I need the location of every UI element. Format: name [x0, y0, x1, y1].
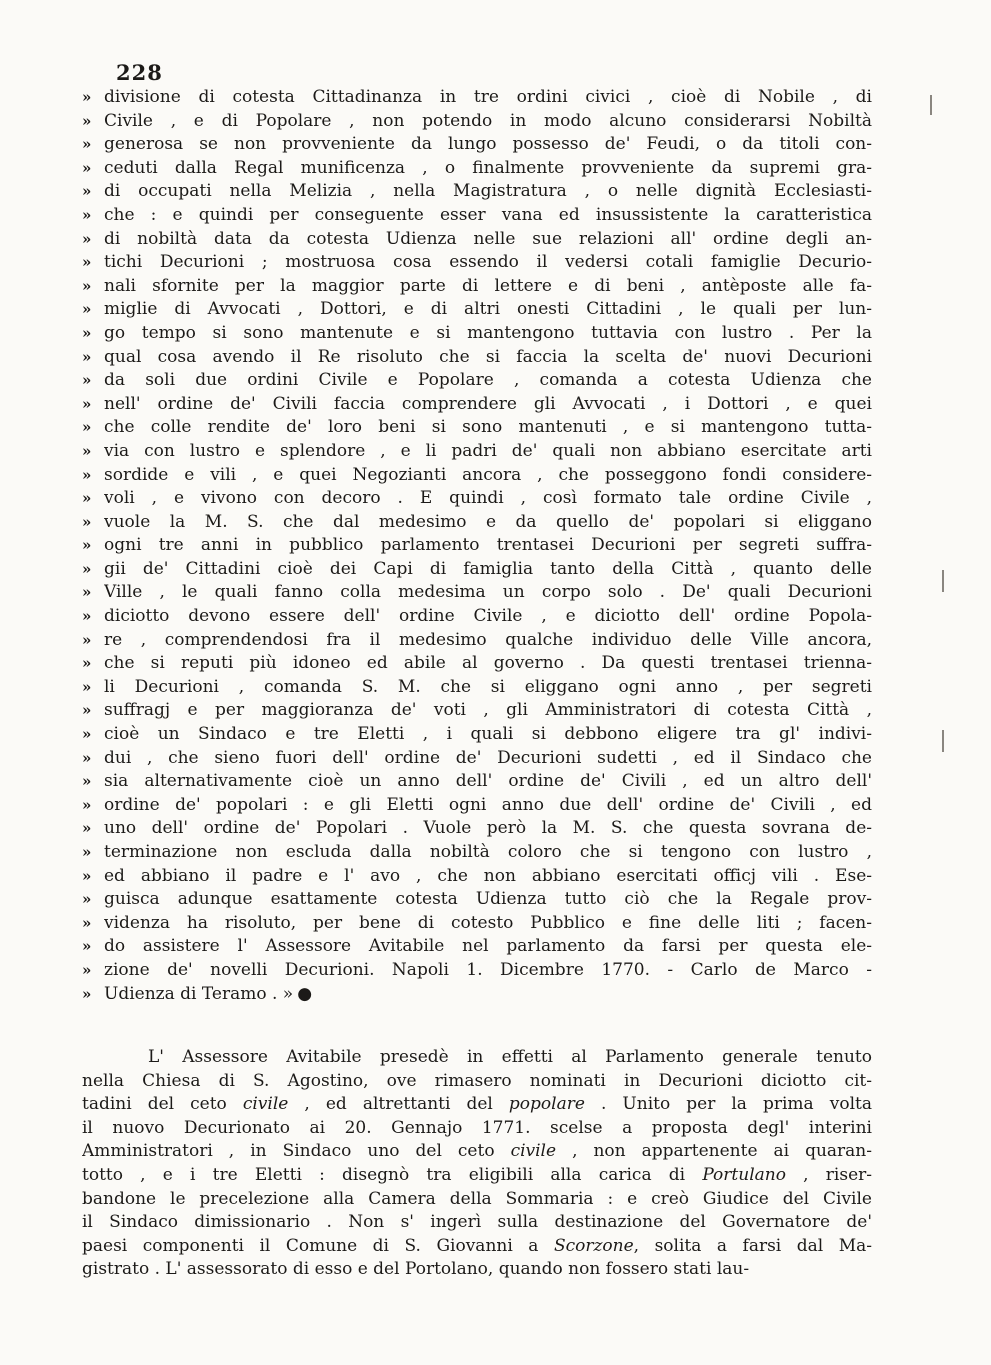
quoted-line-text: tichi Decurioni ; mostruosa cosa essendo il vedersi cotali famiglie Decurio- — [104, 252, 872, 273]
quoted-line — [82, 110, 872, 134]
quoted-line — [82, 841, 872, 865]
guillemet-mark: » — [82, 300, 92, 319]
guillemet-mark: » — [82, 772, 92, 791]
quoted-line-text: generosa se non provveniente da lungo possesso de' Feudi, o da titoli con- — [104, 134, 872, 155]
quoted-line — [82, 770, 872, 794]
quoted-line-text: guisca adunque esattamente cotesta Udienza tutto ciò che la Regale prov- — [104, 889, 872, 910]
quoted-line — [82, 959, 872, 983]
quoted-line-text: Civile , e di Popolare , non potendo in modo alcuno considerarsi Nobiltà — [104, 110, 872, 131]
guillemet-mark: » — [82, 489, 92, 508]
narrative-text: bandone le precelezione alla Camera della Sommaria : e creò Giudice del Civile — [82, 1188, 872, 1209]
italic-term: civile — [242, 1094, 289, 1115]
quoted-line — [82, 133, 872, 157]
narrative-text: totto , e i tre Eletti : disegnò tra eligibili alla carica di — [82, 1164, 703, 1185]
guillemet-mark: » — [82, 677, 92, 696]
quoted-line — [82, 86, 872, 110]
quoted-line — [82, 393, 872, 417]
quoted-line — [82, 298, 872, 322]
page-edge-mark — [942, 730, 944, 752]
quoted-line-text: cioè un Sindaco e tre Eletti , i quali si debbono eligere tra gl' indivi- — [104, 724, 872, 745]
quoted-line — [82, 935, 872, 959]
quoted-line — [82, 983, 872, 1007]
quoted-line-text: via con lustro e splendore , e li padri de' quali non abbiano esercitate arti — [104, 440, 872, 461]
quoted-line — [82, 723, 872, 747]
quoted-line-text: do assistere l' Assessore Avitabile nel parlamento da farsi per questa ele- — [104, 936, 872, 957]
quoted-line-text: zione de' novelli Decurioni. Napoli 1. Dicembre 1770. - Carlo de Marco - — [104, 959, 872, 980]
guillemet-mark: » — [82, 536, 92, 555]
quoted-line — [82, 511, 872, 535]
quoted-line — [82, 558, 872, 582]
quoted-line — [82, 369, 872, 393]
quoted-line-text: che colle rendite de' loro beni si sono mantenuti , e si mantengono tutta- — [104, 417, 872, 438]
narrative-line — [82, 1235, 872, 1259]
italic-term: Portulano — [702, 1164, 786, 1185]
quoted-line-text: uno dell' ordine de' Popolari . Vuole però la M. S. che questa sovrana de- — [104, 818, 872, 839]
quoted-line — [82, 157, 872, 181]
narrative-paragraph — [82, 1046, 872, 1282]
quoted-line-text: da soli due ordini Civile e Popolare , comanda a cotesta Udienza che — [104, 370, 872, 391]
narrative-line — [82, 1164, 872, 1188]
quoted-line-text: suffragj e per maggioranza de' voti , gli Amministratori di cotesta Città , — [104, 700, 872, 721]
quoted-line-text: re , comprendendosi fra il medesimo qualche individuo delle Ville ancora, — [104, 629, 872, 650]
quoted-line-text: nell' ordine de' Civili faccia comprendere gli Avvocati , i Dottori , e quei — [104, 393, 872, 414]
quoted-line-text: ogni tre anni in pubblico parlamento trentasei Decurioni per segreti suffra- — [104, 535, 872, 556]
quoted-line — [82, 794, 872, 818]
quoted-line — [82, 251, 872, 275]
narrative-line — [82, 1070, 872, 1094]
quoted-line-text: terminazione non escluda dalla nobiltà coloro che si tengono con lustro , — [104, 842, 872, 862]
quoted-line-text: qual cosa avendo il Re risoluto che si faccia la scelta de' nuovi Decurioni — [104, 346, 872, 367]
guillemet-mark: » — [82, 276, 92, 295]
narrative-line — [82, 1140, 872, 1164]
quoted-line-text: sia alternativamente cioè un anno dell' ordine de' Civili , ed un altro dell' — [104, 771, 872, 792]
narrative-line — [82, 1093, 872, 1117]
narrative-text: , ed altrettanti del — [288, 1094, 509, 1115]
quoted-line-text: Ville , le quali fanno colla medesima un corpo solo . De' quali Decurioni — [104, 582, 872, 603]
guillemet-mark: » — [82, 559, 92, 578]
italic-term: popolare — [508, 1094, 585, 1115]
guillemet-mark: » — [82, 913, 92, 932]
quoted-line-text: ceduti dalla Regal munificenza , o finalmente provveniente da supremi gra- — [104, 157, 872, 178]
guillemet-mark: » — [82, 866, 92, 885]
italic-term: Scorzone — [553, 1235, 634, 1256]
quoted-line-text: nali sfornite per la maggior parte di lettere e di beni , antèposte alle fa- — [104, 275, 872, 296]
narrative-text: Amministratori , in Sindaco uno del ceto — [82, 1141, 511, 1162]
guillemet-mark: » — [82, 111, 92, 130]
narrative-text: paesi componenti il Comune di S. Giovanni a — [82, 1235, 554, 1256]
narrative-text: , solita a farsi dal Ma- — [633, 1235, 872, 1256]
guillemet-mark: » — [82, 158, 92, 177]
guillemet-mark: » — [82, 795, 92, 814]
quoted-line — [82, 581, 872, 605]
quoted-line — [82, 322, 872, 346]
narrative-text: il Sindaco dimissionario . Non s' ingerì sulla destinazione del Governatore de' — [82, 1212, 872, 1233]
quoted-line — [82, 416, 872, 440]
narrative-text: tadini del ceto — [82, 1094, 243, 1115]
quoted-line-wrap — [104, 983, 872, 1007]
quoted-line — [82, 912, 872, 936]
quoted-line-text: divisione di cotesta Cittadinanza in tre ordini civici , cioè di Nobile , di — [104, 87, 872, 107]
quoted-line — [82, 228, 872, 252]
guillemet-mark: » — [82, 630, 92, 649]
quoted-line — [82, 817, 872, 841]
quoted-line — [82, 629, 872, 653]
guillemet-mark: » — [82, 512, 92, 531]
guillemet-mark: » — [82, 937, 92, 956]
quoted-line — [82, 275, 872, 299]
guillemet-mark: » — [82, 607, 92, 626]
guillemet-mark: » — [82, 748, 92, 767]
quoted-line-text: che si reputi più idoneo ed abile al governo . Da questi trentasei trienna- — [104, 653, 872, 674]
guillemet-mark: » — [82, 465, 92, 484]
narrative-text: L' Assessore Avitabile presedè in effetti al Parlamento generale tenuto — [148, 1047, 872, 1067]
quoted-line — [82, 464, 872, 488]
narrative-text: . Unito per la prima volta — [584, 1094, 872, 1115]
narrative-line — [82, 1188, 872, 1212]
narrative-line — [82, 1117, 872, 1141]
quoted-line — [82, 605, 872, 629]
quoted-line — [82, 180, 872, 204]
quoted-line-text: gii de' Cittadini cioè dei Capi di famiglia tanto della Città , quanto delle — [104, 558, 872, 579]
quoted-line-text: li Decurioni , comanda S. M. che si eliggano ogni anno , per segreti — [104, 676, 872, 697]
quoted-line-text: di occupati nella Melizia , nella Magistratura , o nelle dignità Ecclesiasti- — [104, 181, 872, 202]
quoted-line-text: ed abbiano il padre e l' avo , che non abbiano esercitati officj vili . Ese- — [104, 865, 872, 886]
quoted-line-text: ordine de' popolari : e gli Eletti ogni anno due dell' ordine de' Civili , ed — [104, 794, 872, 815]
guillemet-mark: » — [82, 229, 92, 248]
quoted-line-text: videnza ha risoluto, per bene di cotesto Pubblico e fine delle liti ; facen- — [104, 912, 872, 933]
quoted-line-text: voli , e vivono con decoro . E quindi , così formato tale ordine Civile , — [104, 488, 872, 509]
guillemet-mark: » — [82, 323, 92, 342]
quoted-line-text: diciotto devono essere dell' ordine Civile , e diciotto dell' ordine Popola- — [104, 606, 872, 627]
narrative-text: , non appartenente ai quaran- — [556, 1141, 872, 1162]
quoted-line — [82, 204, 872, 228]
quoted-line — [82, 440, 872, 464]
guillemet-mark: » — [82, 253, 92, 272]
guillemet-mark: » — [82, 135, 92, 154]
guillemet-mark: » — [82, 418, 92, 437]
guillemet-mark: » — [82, 843, 92, 861]
narrative-line — [82, 1258, 872, 1282]
guillemet-mark: » — [82, 205, 92, 224]
quoted-line-text: sordide e vili , e quei Negozianti ancora , che posseggono fondi considere- — [104, 464, 872, 485]
guillemet-mark: » — [82, 984, 92, 1003]
quoted-line-text: Udienza di Teramo . » — [104, 983, 294, 1004]
narrative-text: il nuovo Decurionato ai 20. Gennajo 1771. scelse a proposta degl' interini — [82, 1117, 872, 1138]
quoted-line-text: dui , che sieno fuori dell' ordine de' Decurioni sudetti , ed il Sindaco che — [104, 747, 872, 768]
italic-term: civile — [510, 1141, 557, 1162]
guillemet-mark: » — [82, 394, 92, 413]
guillemet-mark: » — [82, 701, 92, 720]
page-edge-mark — [930, 95, 932, 115]
quoted-line-text: che : e quindi per conseguente esser vana ed insussistente la caratteristica — [104, 204, 872, 225]
guillemet-mark: » — [82, 583, 92, 602]
quoted-line — [82, 652, 872, 676]
guillemet-mark: » — [82, 890, 92, 909]
quoted-line-text: go tempo si sono mantenute e si mantengono tuttavia con lustro . Per la — [104, 322, 872, 343]
quoted-line — [82, 699, 872, 723]
guillemet-mark: » — [82, 819, 92, 838]
guillemet-mark: » — [82, 371, 92, 390]
quoted-line-text: miglie di Avvocati , Dottori, e di altri onesti Cittadini , le quali per lun- — [104, 299, 872, 320]
quoted-line — [82, 534, 872, 558]
guillemet-mark: » — [82, 441, 92, 460]
guillemet-mark: » — [82, 960, 92, 979]
narrative-line — [82, 1046, 872, 1070]
guillemet-mark: » — [82, 347, 92, 366]
quoted-line — [82, 346, 872, 370]
guillemet-mark: » — [82, 654, 92, 673]
page-edge-mark — [942, 570, 944, 592]
quoted-decree-block — [82, 86, 872, 1006]
quoted-line — [82, 487, 872, 511]
quoted-line-text: di nobiltà data da cotesta Udienza nelle sue relazioni all' ordine degli an- — [104, 228, 872, 249]
quoted-line — [82, 676, 872, 700]
page-number: 228 — [116, 60, 163, 85]
quoted-line — [82, 747, 872, 771]
quoted-line — [82, 865, 872, 889]
guillemet-mark: » — [82, 88, 92, 106]
narrative-text: nella Chiesa di S. Agostino, ove rimasero nominati in Decurioni diciotto cit- — [82, 1070, 872, 1091]
guillemet-mark: » — [82, 725, 92, 744]
narrative-text: gistrato . L' assessorato di esso e del Portolano, quando non fossero stati lau- — [82, 1259, 750, 1280]
guillemet-mark: » — [82, 182, 92, 201]
narrative-text: , riser- — [785, 1164, 872, 1185]
end-bullet-mark: ● — [297, 983, 313, 1004]
quoted-line — [82, 888, 872, 912]
narrative-line — [82, 1211, 872, 1235]
quoted-line-text: vuole la M. S. che dal medesimo e da quello de' popolari si eliggano — [104, 511, 872, 532]
